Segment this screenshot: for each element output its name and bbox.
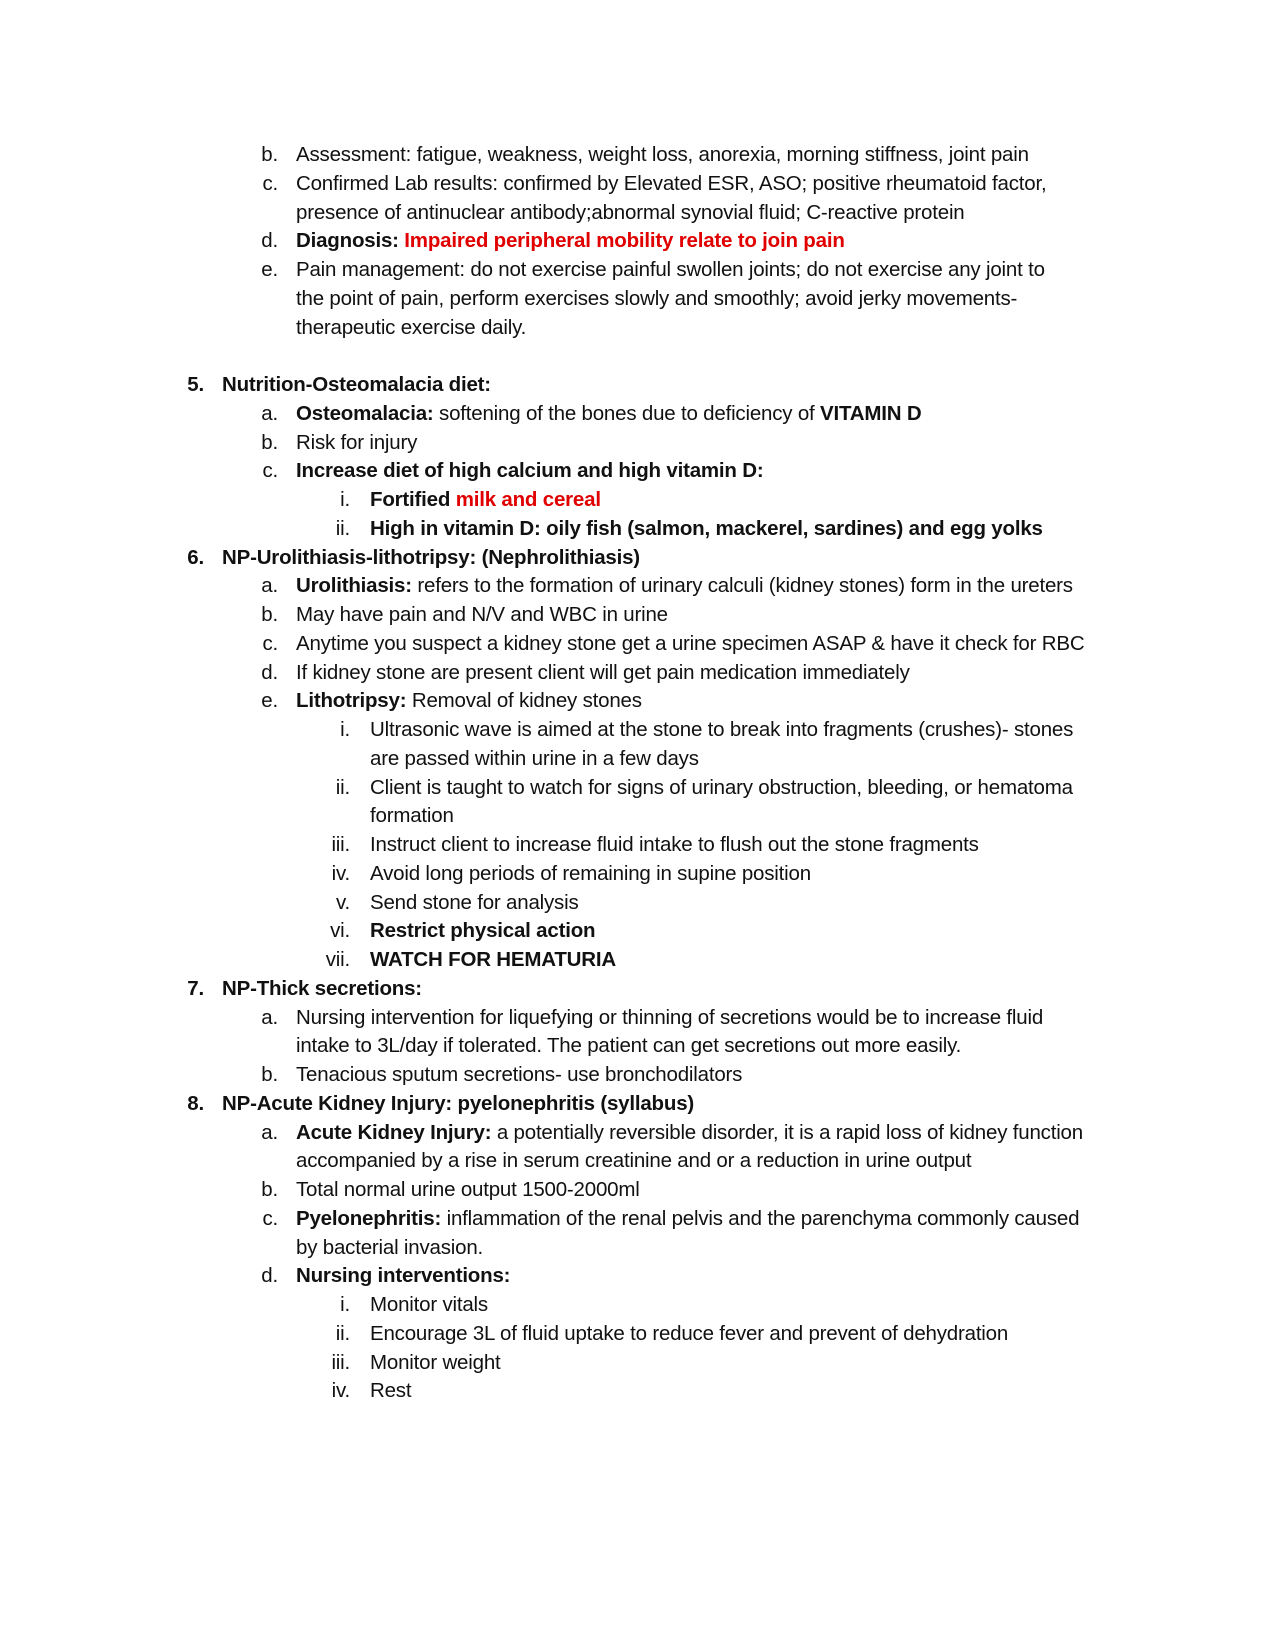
- text-run: Anytime you suspect a kidney stone get a urine specimen ASAP & have it check for RBC: [296, 631, 1085, 655]
- document-line: [0, 919, 1275, 949]
- bold-text: Urolithiasis:: [296, 574, 412, 598]
- list-marker: c.: [262, 171, 278, 195]
- bold-text: Lithotripsy:: [296, 689, 407, 713]
- text-run: intake to 3L/day if tolerated. The patient can get secretions out more easily.: [296, 1034, 962, 1058]
- bold-text: Restrict physical action: [370, 919, 596, 943]
- list-marker: a.: [261, 1005, 278, 1029]
- document-line: [0, 1063, 1275, 1093]
- list-item-text: [296, 603, 668, 627]
- document-line: [0, 1149, 1275, 1179]
- text-run: accompanied by a rise in serum creatinine and or a reduction in urine output: [296, 1149, 972, 1173]
- list-item-text: [296, 1264, 510, 1288]
- bold-text: High in vitamin D: oily fish (salmon, mackerel, sardines) and egg yolks: [370, 516, 1043, 540]
- list-marker: c.: [262, 631, 278, 655]
- list-item-text: [370, 1293, 488, 1317]
- document-line: [0, 344, 1275, 374]
- text-run: Monitor vitals: [370, 1293, 488, 1316]
- bold-text: VITAMIN D: [820, 401, 922, 425]
- list-marker: iii.: [331, 1350, 350, 1374]
- list-item-text: [296, 229, 845, 253]
- document-line: [0, 1351, 1275, 1381]
- list-marker: a.: [261, 401, 278, 425]
- list-item-text: [370, 1379, 411, 1403]
- bold-text: Osteomalacia:: [296, 401, 434, 425]
- list-item-text: [370, 862, 811, 886]
- list-item-text: [296, 201, 965, 225]
- document-line: [0, 402, 1275, 432]
- document-line: [0, 1293, 1275, 1323]
- list-item-text: [370, 488, 601, 512]
- text-run: Assessment: fatigue, weakness, weight loss, anorexia, morning stiffness, joint pain: [296, 143, 1029, 166]
- list-item-text: [296, 1178, 640, 1202]
- list-item-text: [296, 1063, 742, 1087]
- list-item-text: [222, 1092, 694, 1116]
- document-line: [0, 172, 1275, 202]
- document-line: [0, 431, 1275, 461]
- list-marker: vii.: [325, 948, 350, 971]
- text-run: softening of the bones due to deficiency of: [433, 401, 821, 425]
- list-item-text: [370, 776, 1073, 800]
- text-run: a potentially reversible disorder, it is a rapid loss of kidney function: [491, 1120, 1083, 1144]
- list-marker: iv.: [331, 1379, 350, 1403]
- list-marker: a.: [261, 1120, 278, 1144]
- text-run: Ultrasonic wave is aimed at the stone to break into fragments (crushes)- stones: [370, 718, 1074, 741]
- bold-text: NP-Urolithiasis-lithotripsy: (Nephrolithiasis): [222, 545, 640, 569]
- list-marker: ii.: [335, 1321, 350, 1345]
- text-run: Avoid long periods of remaining in supine position: [370, 861, 811, 885]
- document-line: [0, 201, 1275, 231]
- document-line: [0, 1379, 1275, 1409]
- document-line: [0, 747, 1275, 777]
- list-marker: 8.: [187, 1091, 204, 1115]
- bold-text: milk and cereal: [455, 488, 601, 511]
- list-item-text: [296, 1006, 1043, 1030]
- list-marker: e.: [261, 689, 278, 713]
- document-line: [0, 804, 1275, 834]
- list-marker: iii.: [331, 833, 350, 856]
- list-marker: c.: [262, 1206, 278, 1230]
- list-item-text: [296, 661, 910, 685]
- list-marker: 6.: [187, 545, 204, 569]
- bold-text: WATCH FOR HEMATURIA: [370, 948, 616, 971]
- list-item-text: [296, 632, 1084, 656]
- list-marker: ii.: [335, 775, 350, 799]
- bold-text: Nursing interventions:: [296, 1264, 511, 1288]
- list-marker: v.: [335, 890, 350, 914]
- document-line: [0, 517, 1275, 547]
- document-line: [0, 833, 1275, 863]
- list-item-text: [370, 891, 579, 915]
- text-run: Pain management: do not exercise painful swollen joints; do not exercise any joint to: [296, 258, 1045, 281]
- text-run: therapeutic exercise daily.: [296, 315, 527, 339]
- document-line: [0, 229, 1275, 259]
- list-marker: 5.: [187, 373, 204, 396]
- document-line: [0, 316, 1275, 346]
- list-marker: i.: [340, 1293, 350, 1316]
- list-item-text: [370, 1351, 501, 1375]
- list-item-text: [296, 316, 526, 340]
- list-item-text: [370, 1322, 1008, 1346]
- list-marker: i.: [340, 488, 350, 511]
- text-run: Nursing intervention for liquefying or thinning of secretions would be to increase fluid: [296, 1005, 1044, 1029]
- document-line: [0, 661, 1275, 691]
- list-item-text: [370, 833, 979, 857]
- list-marker: c.: [262, 459, 278, 483]
- list-marker: i.: [340, 718, 350, 741]
- document-line: [0, 689, 1275, 719]
- text-run: refers to the formation of urinary calculi (kidney stones) form in the ureters: [411, 574, 1073, 598]
- list-item-text: [296, 143, 1029, 167]
- list-item-text: [370, 747, 699, 771]
- document-line: [0, 1322, 1275, 1352]
- list-item-text: [222, 373, 491, 397]
- document-line: [0, 546, 1275, 576]
- text-run: are passed within urine in a few days: [370, 746, 699, 770]
- text-run: Total normal urine output 1500-2000ml: [296, 1178, 640, 1201]
- list-marker: e.: [261, 258, 278, 281]
- list-item-text: [296, 459, 763, 483]
- list-marker: b.: [261, 430, 278, 454]
- list-item-text: [296, 402, 921, 426]
- list-marker: 7.: [187, 976, 204, 1000]
- list-item-text: [296, 1236, 483, 1260]
- text-run: Rest: [370, 1379, 412, 1403]
- list-item-text: [296, 287, 1017, 311]
- text-run: May have pain and N/V and WBC in urine: [296, 603, 668, 626]
- document-line: [0, 948, 1275, 978]
- list-item-text: [296, 689, 642, 713]
- list-marker: b.: [261, 603, 278, 626]
- document-line: [0, 603, 1275, 633]
- text-run: Instruct client to increase fluid intake to flush out the stone fragments: [370, 833, 979, 856]
- list-marker: b.: [261, 143, 278, 166]
- bold-text: NP-Thick secretions:: [222, 976, 422, 1000]
- list-marker: d.: [261, 1264, 278, 1288]
- document-line: [0, 574, 1275, 604]
- document-line: [0, 488, 1275, 518]
- document-line: [0, 776, 1275, 806]
- list-item-text: [370, 948, 616, 972]
- text-run: Tenacious sputum secretions- use bronchodilators: [296, 1063, 743, 1086]
- bold-text: Impaired peripheral mobility relate to join pain: [404, 229, 845, 253]
- text-run: Confirmed Lab results: confirmed by Elevated ESR, ASO; positive rheumatoid factor,: [296, 171, 1047, 195]
- list-item-text: [370, 718, 1073, 742]
- text-run: presence of antinuclear antibody;abnormal synovial fluid; C-reactive protein: [296, 200, 965, 224]
- bold-text: Acute Kidney Injury:: [296, 1120, 492, 1144]
- text-run: formation: [370, 804, 454, 828]
- list-marker: d.: [261, 229, 278, 253]
- bold-text: Fortified: [370, 488, 456, 511]
- list-item-text: [296, 1034, 961, 1058]
- list-marker: b.: [261, 1178, 278, 1201]
- text-run: Encourage 3L of fluid uptake to reduce fever and prevent of dehydration: [370, 1321, 1009, 1345]
- document-line: [0, 459, 1275, 489]
- list-item-text: [370, 919, 595, 943]
- list-item-text: [296, 1121, 1083, 1145]
- text-run: Client is taught to watch for signs of urinary obstruction, bleeding, or hematoma: [370, 775, 1073, 799]
- text-run: Send stone for analysis: [370, 890, 579, 914]
- list-item-text: [370, 517, 1043, 541]
- text-run: by bacterial invasion.: [296, 1235, 484, 1259]
- document-line: [0, 1236, 1275, 1266]
- document-line: [0, 718, 1275, 748]
- document-line: [0, 891, 1275, 921]
- document-line: [0, 977, 1275, 1007]
- list-item-text: [296, 1149, 971, 1173]
- text-run: inflammation of the renal pelvis and the parenchyma commonly caused: [441, 1206, 1080, 1230]
- list-item-text: [296, 172, 1046, 196]
- document-line: [0, 1207, 1275, 1237]
- text-run: Monitor weight: [370, 1350, 501, 1374]
- document-line: [0, 1006, 1275, 1036]
- bold-text: Diagnosis:: [296, 229, 405, 253]
- list-item-text: [222, 546, 640, 570]
- list-marker: b.: [261, 1063, 278, 1086]
- list-item-text: [222, 977, 422, 1001]
- list-item-text: [296, 574, 1073, 598]
- document-line: [0, 862, 1275, 892]
- document-line: [0, 1092, 1275, 1122]
- document-line: [0, 1178, 1275, 1208]
- document-line: [0, 632, 1275, 662]
- document-line: [0, 1034, 1275, 1064]
- text-run: Risk for injury: [296, 430, 418, 454]
- bold-text: Increase diet of high calcium and high vitamin D:: [296, 459, 764, 483]
- list-item-text: [370, 804, 454, 828]
- document-line: [0, 287, 1275, 317]
- list-marker: d.: [261, 660, 278, 684]
- document-line: [0, 258, 1275, 288]
- text-run: the point of pain, perform exercises slowly and smoothly; avoid jerky movements-: [296, 286, 1018, 310]
- document-line: [0, 1264, 1275, 1294]
- document-line: [0, 143, 1275, 173]
- list-marker: ii.: [335, 516, 350, 540]
- list-marker: iv.: [331, 861, 350, 885]
- list-item-text: [296, 258, 1045, 282]
- list-item-text: [296, 1207, 1079, 1231]
- document-line: [0, 1121, 1275, 1151]
- list-marker: vi.: [330, 919, 350, 943]
- bold-text: NP-Acute Kidney Injury: pyelonephritis (syllabus): [222, 1091, 695, 1115]
- document-line: [0, 373, 1275, 403]
- bold-text: Nutrition-Osteomalacia diet:: [222, 373, 491, 396]
- bold-text: Pyelonephritis:: [296, 1206, 442, 1230]
- list-marker: a.: [261, 574, 278, 598]
- list-item-text: [296, 431, 417, 455]
- text-run: Removal of kidney stones: [406, 689, 642, 713]
- text-run: If kidney stone are present client will get pain medication immediately: [296, 660, 910, 684]
